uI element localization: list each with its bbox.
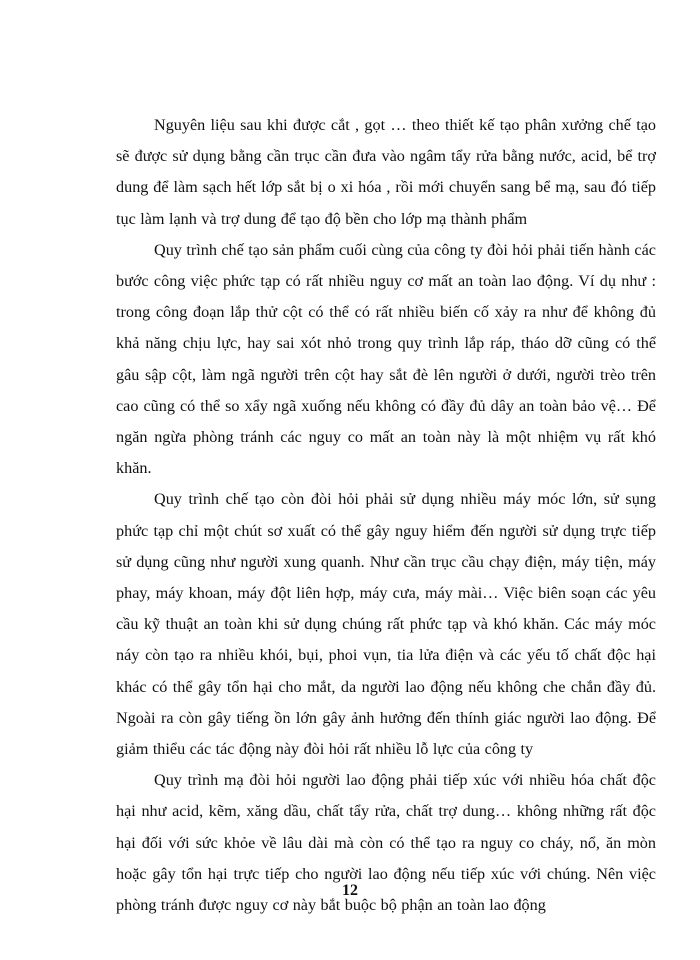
paragraph-2: Quy trình chế tạo sản phẩm cuối cùng của công ty đòi hỏi phải tiến hành các bước công việc phức tạp có rất nhiều nguy cơ mất an toàn lao động. Ví dụ như : trong công đoạn lắp thử cột có thể có rất nhiều biến cố xảy ra như để không đủ khả năng chịu lực, hay sai xót nhỏ trong quy trình lắp ráp, tháo dỡ cũng có thể gâu sập cột, làm ngã người trên cột hay sắt đè lên người ở dưới, người trèo trên cao cũng có thể so xẩy ngã xuống nếu không có đầy đủ dây an toàn bảo vệ… Để ngăn ngừa phòng tránh các nguy co mất an toàn này là một nhiệm vụ rất khó khăn. (116, 240, 656, 478)
page-number: 12 (342, 882, 358, 899)
paragraph-4: Quy trình mạ đòi hỏi người lao động phải tiếp xúc với nhiều hóa chất độc hại như acid, kẽm, xăng dầu, chất tẩy rửa, chất trợ dung… không những rất độc hại đối với sức khỏe về lâu dài mà còn có thể tạo ra nguy co cháy, nổ, ăn mòn hoặc gây tổn hại trực tiếp cho người lao động nếu tiếp xúc với chúng. Nên việc phòng tránh được nguy cơ này bắt buộc bộ phận an toàn lao động (116, 771, 656, 915)
document-body (116, 110, 656, 921)
paragraph-3: Quy trình chế tạo còn đòi hỏi phải sử dụng nhiều máy móc lớn, sử sụng phức tạp chỉ một chút sơ xuất có thể gây nguy hiểm đến người sử dụng trực tiếp sử dụng cũng như người xung quanh. Như cần trục cầu chạy điện, máy tiện, máy phay, máy khoan, máy đột liên hợp, máy cưa, máy mài… Việc biên soạn các yêu cầu kỹ thuật an toàn khi sử dụng chúng rất phức tạp và khó khăn. Các máy móc náy còn tạo ra nhiều khói, bụi, phoi vụn, tia lửa điện và các yếu tố chất độc hại khác có thể gây tổn hại cho mắt, da người lao động nếu không che chắn đầy đủ. Ngoài ra còn gây tiếng ồn lớn gây ảnh hưởng đến thính giác người lao động. Để giảm thiểu các tác động này đòi hỏi rất nhiều lỗ lực của công ty (116, 490, 656, 759)
paragraph-1: Nguyên liệu sau khi được cắt , gọt … theo thiết kế tạo phân xưởng chế tạo sẽ được sử dụng bằng cần trục cần đưa vào ngâm tẩy rửa bằng nước, acid, bể trợ dung để làm sạch hết lớp sắt bị o xi hóa , rồi mới chuyển sang bể mạ, sau đó tiếp tục làm lạnh và trợ dung để tạo độ bền cho lớp mạ thành phẩm (116, 116, 656, 228)
